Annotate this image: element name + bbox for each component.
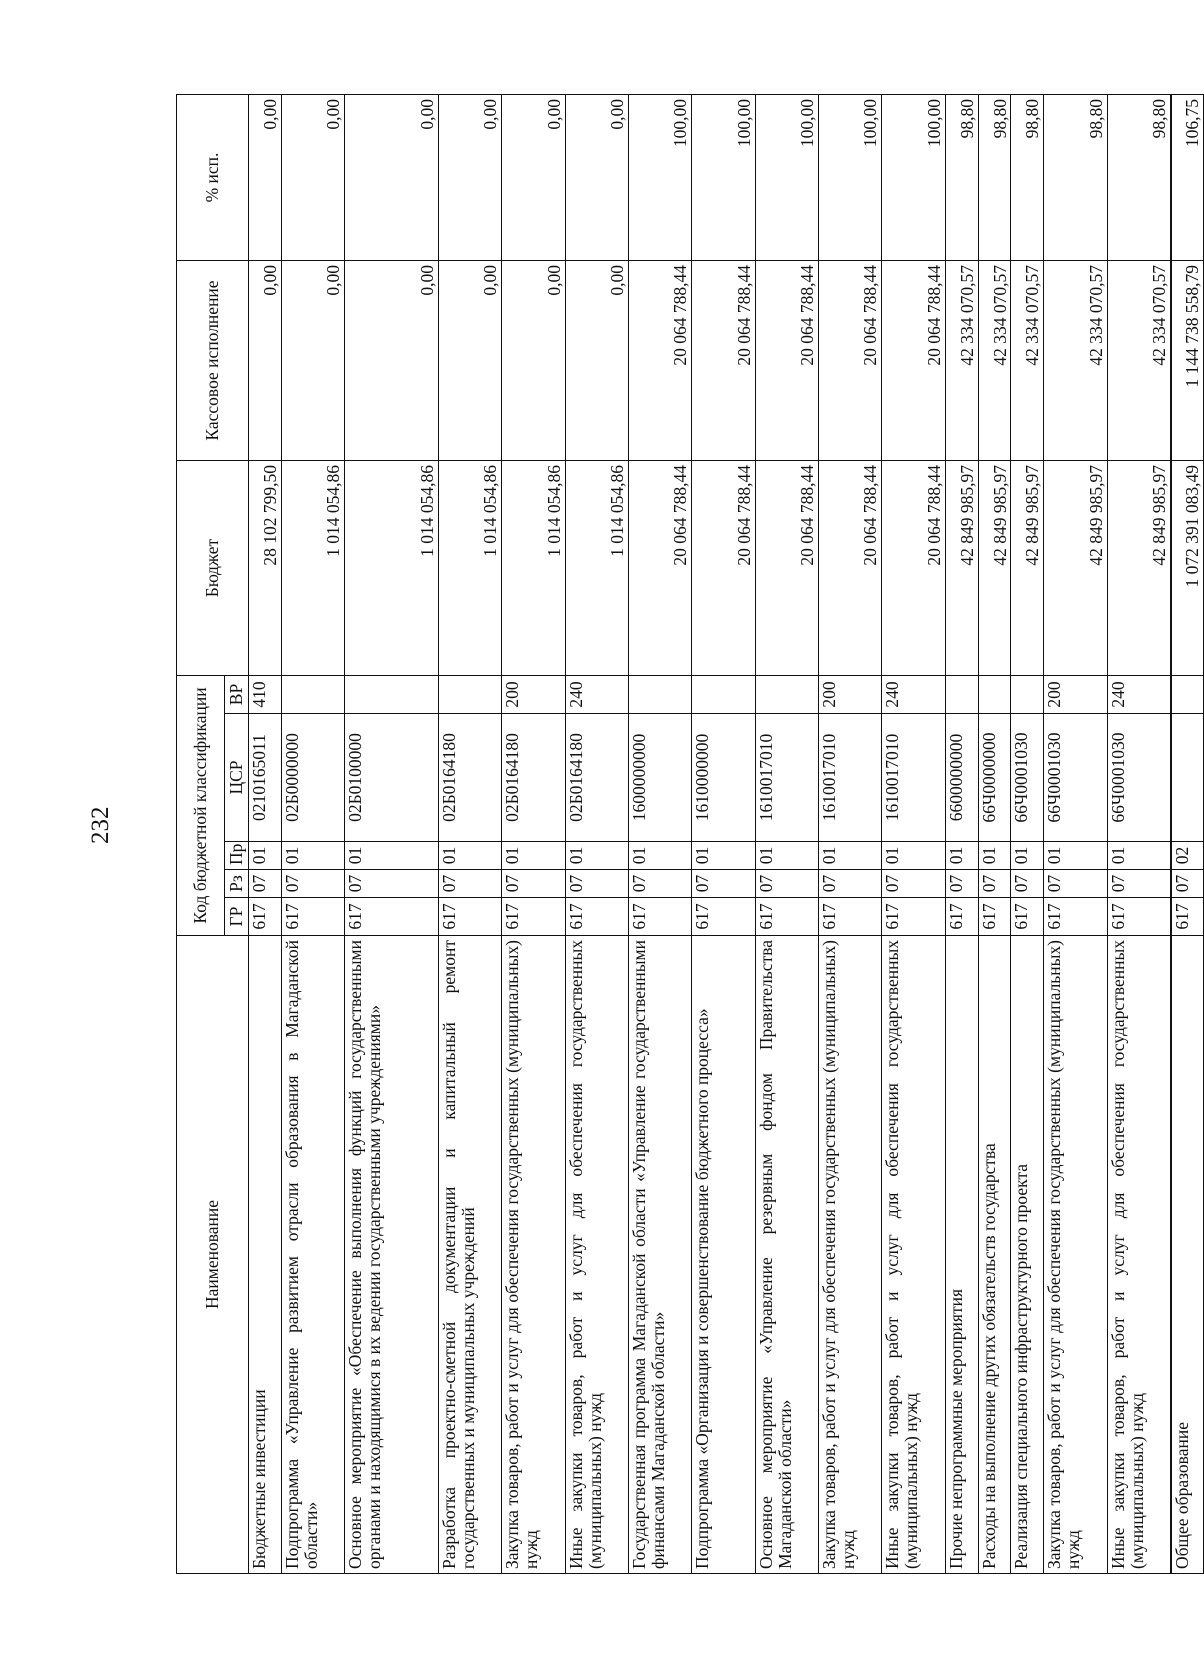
row-csr: 66Ч0001030 <box>1107 714 1170 842</box>
row-pr: 01 <box>1107 842 1170 870</box>
row-rz: 07 <box>945 870 978 898</box>
row-rz: 07 <box>692 870 755 898</box>
row-cash: 42 334 070,57 <box>978 261 1011 461</box>
row-csr: 66Ч0001030 <box>1011 714 1044 842</box>
row-cash: 0,00 <box>438 261 501 461</box>
row-budget: 1 014 054,86 <box>345 461 439 676</box>
row-name: Основное мероприятие «Управление резервным фондом Правительства Магаданской области» <box>755 936 818 1574</box>
row-cash: 0,00 <box>565 261 628 461</box>
row-pr: 01 <box>502 842 565 870</box>
row-csr: 02Б0164180 <box>565 714 628 842</box>
row-rz: 07 <box>818 870 881 898</box>
row-csr: 0210165011 <box>249 714 282 842</box>
row-budget: 1 014 054,86 <box>438 461 501 676</box>
row-pr: 01 <box>438 842 501 870</box>
row-name: Прочие непрограммные мероприятия <box>945 936 978 1574</box>
row-cash: 20 064 788,44 <box>818 261 881 461</box>
row-rz: 07 <box>281 870 344 898</box>
row-name: Закупка товаров, работ и услуг для обеспечения государственных (муниципальных) нужд <box>818 936 881 1574</box>
row-rz: 07 <box>882 870 945 898</box>
row-cash: 42 334 070,57 <box>945 261 978 461</box>
row-csr: 1610000000 <box>692 714 755 842</box>
row-rz: 07 <box>628 870 691 898</box>
budget-table-rotated-container <box>176 95 1204 1574</box>
row-vr <box>755 676 818 714</box>
row-gr: 617 <box>818 898 881 936</box>
row-rz: 07 <box>565 870 628 898</box>
row-rz: 07 <box>1011 870 1044 898</box>
row-cash: 0,00 <box>502 261 565 461</box>
page-number: 232 <box>87 806 114 844</box>
table-row <box>1011 95 1044 1574</box>
row-name: Подпрограмма «Организация и совершенствование бюджетного процесса» <box>692 936 755 1574</box>
row-csr: 66Ч0000000 <box>978 714 1011 842</box>
row-cash: 0,00 <box>281 261 344 461</box>
row-csr: 02Б0100000 <box>345 714 439 842</box>
row-name: Общее образование <box>1171 936 1204 1574</box>
row-pct: 0,00 <box>438 95 501 261</box>
row-name: Закупка товаров, работ и услуг для обеспечения государственных (муниципальных) нужд <box>1044 936 1107 1574</box>
row-pr: 01 <box>249 842 282 870</box>
row-pr: 01 <box>628 842 691 870</box>
row-vr: 200 <box>818 676 881 714</box>
row-pr: 01 <box>945 842 978 870</box>
row-budget: 20 064 788,44 <box>882 461 945 676</box>
row-pct: 0,00 <box>565 95 628 261</box>
row-gr: 617 <box>345 898 439 936</box>
row-budget: 20 064 788,44 <box>755 461 818 676</box>
row-rz: 07 <box>1171 870 1204 898</box>
row-pr: 02 <box>1171 842 1204 870</box>
row-pr: 01 <box>1011 842 1044 870</box>
header-code-group: Код бюджетной классификации <box>177 676 225 936</box>
row-pr: 01 <box>978 842 1011 870</box>
row-cash: 0,00 <box>249 261 282 461</box>
row-csr: 02Б0164180 <box>502 714 565 842</box>
row-gr: 617 <box>438 898 501 936</box>
row-csr: 1610017010 <box>818 714 881 842</box>
table-row <box>882 95 945 1574</box>
row-pct: 100,00 <box>882 95 945 261</box>
table-row <box>755 95 818 1574</box>
row-pct: 100,00 <box>755 95 818 261</box>
row-gr: 617 <box>281 898 344 936</box>
budget-table <box>176 94 1204 1574</box>
row-pct: 100,00 <box>818 95 881 261</box>
table-row <box>281 95 344 1574</box>
row-gr: 617 <box>1044 898 1107 936</box>
row-name: Закупка товаров, работ и услуг для обеспечения государственных (муниципальных) нужд <box>502 936 565 1574</box>
row-rz: 07 <box>345 870 439 898</box>
table-row <box>438 95 501 1574</box>
header-pr: Пр <box>225 842 249 870</box>
table-row <box>628 95 691 1574</box>
row-vr: 240 <box>565 676 628 714</box>
row-vr <box>1171 676 1204 714</box>
row-budget: 20 064 788,44 <box>818 461 881 676</box>
row-gr: 617 <box>502 898 565 936</box>
row-rz: 07 <box>438 870 501 898</box>
row-gr: 617 <box>249 898 282 936</box>
row-cash: 42 334 070,57 <box>1011 261 1044 461</box>
row-pr: 01 <box>692 842 755 870</box>
row-name: Расходы на выполнение других обязательств государства <box>978 936 1011 1574</box>
row-budget: 42 849 985,97 <box>1107 461 1170 676</box>
row-pct: 0,00 <box>502 95 565 261</box>
row-vr <box>1011 676 1044 714</box>
row-pct: 0,00 <box>249 95 282 261</box>
row-pct: 98,80 <box>1011 95 1044 261</box>
row-vr: 240 <box>1107 676 1170 714</box>
row-gr: 617 <box>1011 898 1044 936</box>
row-pr: 01 <box>281 842 344 870</box>
table-row <box>249 95 282 1574</box>
header-budget: Бюджет <box>177 461 249 676</box>
table-row <box>818 95 881 1574</box>
row-csr: 02Б0164180 <box>438 714 501 842</box>
row-vr <box>438 676 501 714</box>
row-name: Подпрограмма «Управление развитием отрасли образования в Магаданской области» <box>281 936 344 1574</box>
row-budget: 20 064 788,44 <box>628 461 691 676</box>
row-csr: 1610017010 <box>882 714 945 842</box>
table-body <box>249 95 1204 1574</box>
table-row <box>1044 95 1107 1574</box>
row-gr: 617 <box>692 898 755 936</box>
row-name: Бюджетные инвестиции <box>249 936 282 1574</box>
row-gr: 617 <box>1107 898 1170 936</box>
row-csr: 66Ч0001030 <box>1044 714 1107 842</box>
row-gr: 617 <box>565 898 628 936</box>
row-cash: 20 064 788,44 <box>692 261 755 461</box>
row-vr <box>692 676 755 714</box>
table-row <box>978 95 1011 1574</box>
row-budget: 1 014 054,86 <box>502 461 565 676</box>
row-cash: 20 064 788,44 <box>628 261 691 461</box>
row-budget: 28 102 799,50 <box>249 461 282 676</box>
row-gr: 617 <box>628 898 691 936</box>
row-name: Иные закупки товаров, работ и услуг для обеспечения государственных (муниципальных) нужд <box>882 936 945 1574</box>
row-pr: 01 <box>882 842 945 870</box>
row-name: Иные закупки товаров, работ и услуг для обеспечения государственных (муниципальных) нужд <box>565 936 628 1574</box>
row-vr: 410 <box>249 676 282 714</box>
row-pct: 98,80 <box>978 95 1011 261</box>
row-gr: 617 <box>882 898 945 936</box>
row-vr <box>345 676 439 714</box>
row-name: Разработка проектно-сметной документации и капитальный ремонт государственных и муниципальных учреждений <box>438 936 501 1574</box>
row-pr: 01 <box>755 842 818 870</box>
row-csr: 1610017010 <box>755 714 818 842</box>
row-rz: 07 <box>1107 870 1170 898</box>
row-rz: 07 <box>249 870 282 898</box>
row-gr: 617 <box>945 898 978 936</box>
row-cash: 0,00 <box>345 261 439 461</box>
row-name: Реализация специального инфраструктурного проекта <box>1011 936 1044 1574</box>
row-budget: 42 849 985,97 <box>945 461 978 676</box>
row-rz: 07 <box>502 870 565 898</box>
row-vr <box>945 676 978 714</box>
table-row <box>692 95 755 1574</box>
table-row <box>1171 95 1204 1574</box>
row-gr: 617 <box>755 898 818 936</box>
row-budget: 1 014 054,86 <box>281 461 344 676</box>
row-vr <box>628 676 691 714</box>
row-pct: 0,00 <box>281 95 344 261</box>
row-cash: 42 334 070,57 <box>1044 261 1107 461</box>
row-pct: 98,80 <box>1044 95 1107 261</box>
row-name: Государственная программа Магаданской области «Управление государственными финансами Магаданской области» <box>628 936 691 1574</box>
row-csr: 6600000000 <box>945 714 978 842</box>
table-row <box>345 95 439 1574</box>
row-pct: 100,00 <box>628 95 691 261</box>
header-name: Наименование <box>177 936 249 1574</box>
row-csr <box>1171 714 1204 842</box>
row-gr: 617 <box>1171 898 1204 936</box>
row-pct: 98,80 <box>1107 95 1170 261</box>
row-pr: 01 <box>565 842 628 870</box>
row-cash: 42 334 070,57 <box>1107 261 1170 461</box>
row-budget: 42 849 985,97 <box>978 461 1011 676</box>
row-vr: 200 <box>1044 676 1107 714</box>
row-pr: 01 <box>1044 842 1107 870</box>
row-budget: 42 849 985,97 <box>1011 461 1044 676</box>
table-row <box>565 95 628 1574</box>
row-rz: 07 <box>1044 870 1107 898</box>
row-pct: 106,75 <box>1171 95 1204 261</box>
row-vr <box>978 676 1011 714</box>
row-pct: 100,00 <box>692 95 755 261</box>
header-csr: ЦСР <box>225 714 249 842</box>
row-vr: 200 <box>502 676 565 714</box>
row-name: Иные закупки товаров, работ и услуг для обеспечения государственных (муниципальных) нужд <box>1107 936 1170 1574</box>
row-pct: 0,00 <box>345 95 439 261</box>
row-pr: 01 <box>818 842 881 870</box>
row-budget: 42 849 985,97 <box>1044 461 1107 676</box>
row-csr: 02Б0000000 <box>281 714 344 842</box>
header-rz: Рз <box>225 870 249 898</box>
row-budget: 20 064 788,44 <box>692 461 755 676</box>
row-csr: 1600000000 <box>628 714 691 842</box>
row-vr: 240 <box>882 676 945 714</box>
row-pr: 01 <box>345 842 439 870</box>
row-cash: 20 064 788,44 <box>755 261 818 461</box>
header-vr: ВР <box>225 676 249 714</box>
row-pct: 98,80 <box>945 95 978 261</box>
header-cash: Кассовое исполнение <box>177 261 249 461</box>
header-pct: % исп. <box>177 95 249 261</box>
row-cash: 20 064 788,44 <box>882 261 945 461</box>
row-cash: 1 144 738 558,79 <box>1171 261 1204 461</box>
row-rz: 07 <box>755 870 818 898</box>
row-budget: 1 072 391 083,49 <box>1171 461 1204 676</box>
row-budget: 1 014 054,86 <box>565 461 628 676</box>
table-row <box>502 95 565 1574</box>
table-row <box>945 95 978 1574</box>
table-row <box>1107 95 1170 1574</box>
row-rz: 07 <box>978 870 1011 898</box>
row-vr <box>281 676 344 714</box>
row-gr: 617 <box>978 898 1011 936</box>
row-name: Основное мероприятие «Обеспечение выполнения функций государственными органами и находящимися в их ведении государственными учреждениями» <box>345 936 439 1574</box>
header-gr: ГР <box>225 898 249 936</box>
